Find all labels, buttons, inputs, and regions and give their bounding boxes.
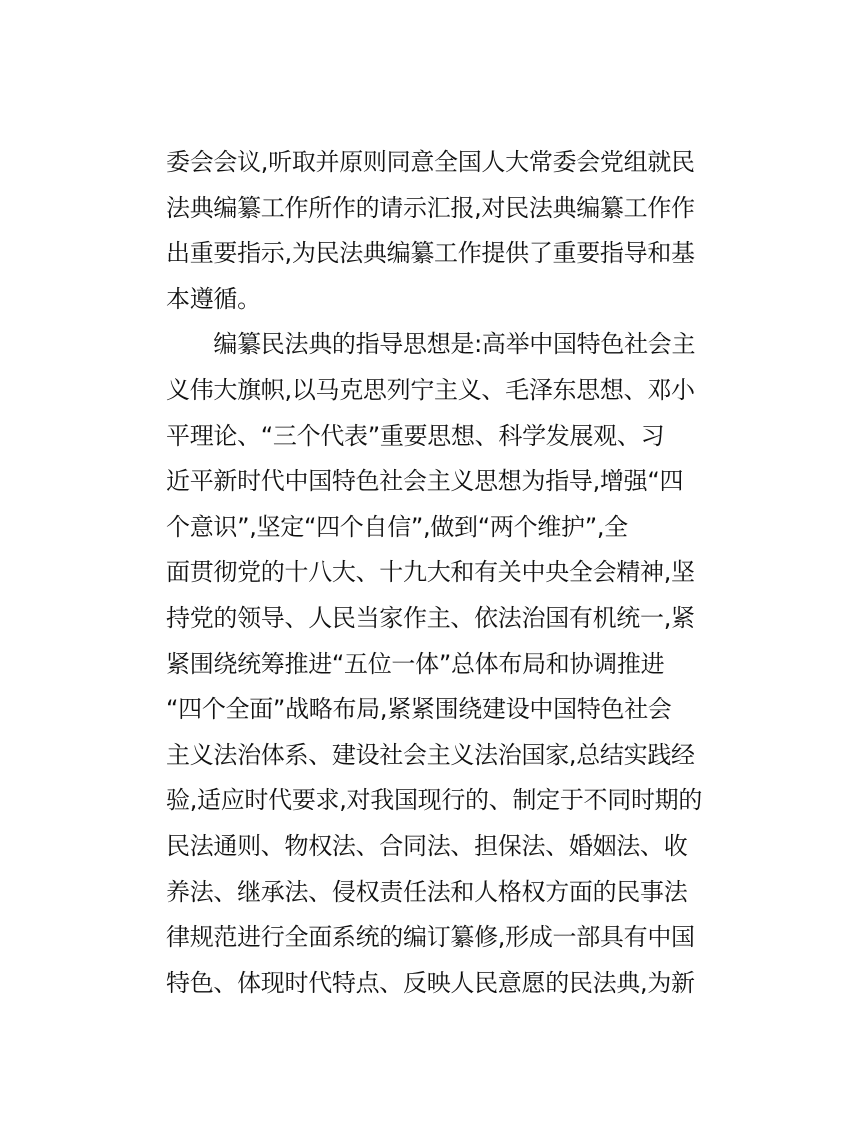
text-line: “四个全面”战略布局,紧紧围绕建设中国特色社会 — [166, 695, 672, 724]
text-line: 验,适应时代要求,对我国现行的、制定于不同时期的 — [166, 786, 703, 815]
text-line: 义伟大旗帜,以马克思列宁主义、毛泽东思想、邓小 — [166, 375, 695, 404]
text-line: 委会会议,听取并原则同意全国人大常委会党组就民 — [166, 148, 695, 176]
text-line: 律规范进行全面系统的编订纂修,形成一部具有中国 — [166, 923, 695, 952]
text-line: 面贯彻党的十八大、十九大和有关中央全会精神,坚 — [166, 558, 695, 587]
text-line: 近平新时代中国特色社会主义思想为指导,增强“四 — [166, 467, 684, 496]
text-line: 主义法治体系、建设社会主义法治国家,总结实践经 — [166, 740, 695, 769]
text-line: 出重要指示,为民法典编纂工作提供了重要指导和基 — [166, 239, 695, 268]
text-line: 民法通则、物权法、合同法、担保法、婚姻法、收 — [166, 831, 688, 860]
body-text — [166, 140, 703, 1006]
text-line: 个意识”,坚定“四个自信”,做到“两个维护”,全 — [166, 512, 628, 541]
text-line: 特色、体现时代特点、反映人民意愿的民法典,为新 — [166, 968, 695, 997]
text-line: 养法、继承法、侵权责任法和人格权方面的民事法 — [166, 877, 688, 906]
text-line: 持党的领导、人民当家作主、依法治国有机统一,紧 — [166, 603, 695, 632]
text-line: 本遵循。 — [166, 284, 261, 313]
text-line: 紧围绕统筹推进“五位一体”总体布局和协调推进 — [166, 649, 665, 678]
text-line: 编纂民法典的指导思想是:高举中国特色社会主 — [166, 330, 696, 359]
text-line: 法典编纂工作所作的请示汇报,对民法典编纂工作作 — [166, 193, 695, 222]
text-line: 平理论、“三个代表”重要思想、科学发展观、习 — [166, 421, 665, 450]
